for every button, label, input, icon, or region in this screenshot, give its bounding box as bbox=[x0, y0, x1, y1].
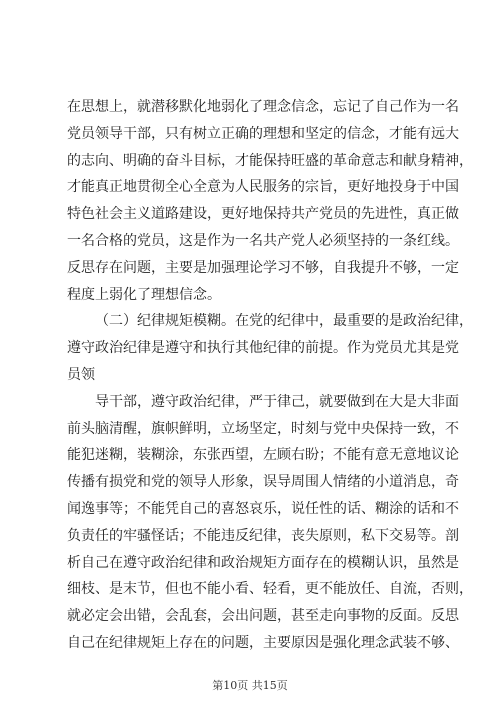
text-line: 在思想上，就潜移默化地弱化了理念信念，忘记了自己作为一名 bbox=[67, 99, 459, 115]
text-line: 导干部，遵守政治纪律，严于律己，就要做到在大是大非面 bbox=[95, 393, 459, 410]
page-footer: 第10页 共15页 bbox=[212, 679, 288, 692]
text-line: 程度上弱化了理想信念。 bbox=[67, 286, 221, 303]
text-line: 反思存在问题，主要是加强理论学习不够，自我提升不够，一定 bbox=[67, 259, 459, 276]
text-line: 自己在纪律规矩上存在的问题，主要原因是强化理念武装不够、 bbox=[67, 634, 459, 651]
text-line: 负责任的牢骚怪话；不能违反纪律，丧失原则，私下交易等。剖 bbox=[67, 527, 459, 544]
text-line: 遵守政治纪律是遵守和执行其他纪律的前提。作为党员尤其是党 bbox=[67, 340, 459, 357]
text-line: 党员领导干部，只有树立正确的理想和坚定的信念，才能有远大 bbox=[67, 125, 459, 142]
text-line: 特色社会主义道路建设，更好地保持共产党员的先进性，真正做 bbox=[67, 206, 459, 223]
text-line: 就必定会出错，会乱套，会出问题，甚至走向事物的反面。反思 bbox=[67, 608, 459, 625]
text-line: 析自己在遵守政治纪律和政治规矩方面存在的模糊认识，虽然是 bbox=[67, 554, 459, 571]
text-line: 细枝、是末节，但也不能小看、轻看，更不能放任、自流，否则， bbox=[67, 581, 473, 598]
text-line: 闻逸事等；不能凭自己的喜怒哀乐，说任性的话、糊涂的话和不 bbox=[67, 500, 459, 517]
text-line: （二）纪律规矩模糊。在党的纪律中，最重要的是政治纪律， bbox=[95, 313, 473, 330]
text-line: 一名合格的党员，这是作为一名共产党人必须坚持的一条红线。 bbox=[67, 232, 459, 249]
text-line: 传播有损党和党的领导人形象，误导周围人情绪的小道消息，奇 bbox=[67, 474, 459, 491]
text-line: 才能真正地贯彻全心全意为人民服务的宗旨，更好地投身于中国 bbox=[67, 179, 459, 196]
text-line: 的志向、明确的奋斗目标，才能保持旺盛的革命意志和献身精神， bbox=[67, 152, 473, 169]
text-line: 员领 bbox=[67, 366, 95, 383]
body-text bbox=[67, 94, 473, 657]
text-line: 能犯迷糊，装糊涂，东张西望，左顾右盼；不能有意无意地议论 bbox=[67, 447, 459, 464]
text-line: 前头脑清醒，旗帜鲜明，立场坚定，时刻与党中央保持一致，不 bbox=[67, 420, 459, 437]
